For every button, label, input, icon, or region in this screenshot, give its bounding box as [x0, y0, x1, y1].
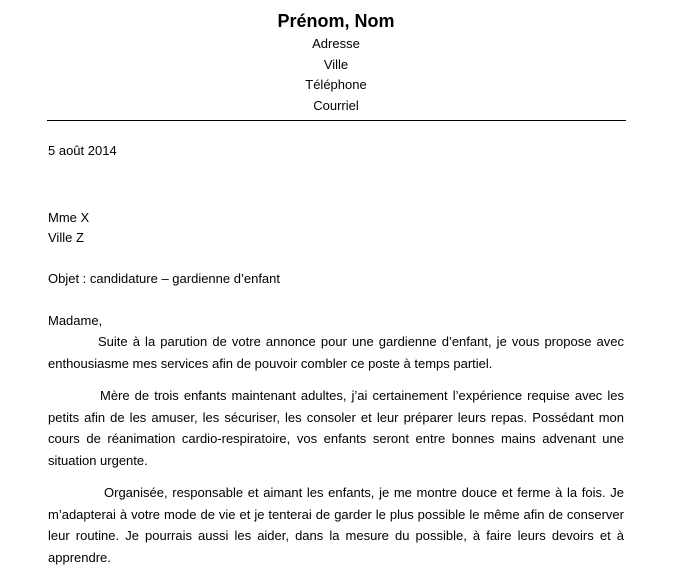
sender-name: Prénom, Nom: [277, 11, 395, 31]
recipient-name: Mme X: [48, 210, 90, 225]
letter-header: [0, 8, 672, 116]
body-paragraph-3: Organisée, responsable et aimant les enfants, je me montre douce et ferme à la fois. Je m’adapterai à votre mode de vie et je tenterai de garder le plus possible le même afin de conserver leur routine. Je pourrais aussi les aider, dans la mesure du possible, à faire leurs devoirs et à apprendre.: [48, 485, 624, 565]
letter-salutation: Madame,: [48, 313, 103, 328]
body-paragraph-1: Suite à la parution de votre annonce pour une gardienne d’enfant, je vous propose avec enthousiasme mes services afin de pouvoir combler ce poste à temps partiel.: [48, 334, 624, 371]
sender-email: Courriel: [313, 97, 359, 113]
letter-subject: Objet : candidature – gardienne d’enfant: [48, 271, 281, 286]
sender-city: Ville: [323, 56, 349, 72]
recipient-city: Ville Z: [48, 230, 84, 245]
sender-address: Adresse: [312, 36, 360, 51]
body-paragraph-2: Mère de trois enfants maintenant adultes, j’ai certainement l’expérience requise avec les petits afin de les amuser, les sécuriser, les consoler et leur préparer leurs repas. Possédant mon cours de réanimation cardio-respiratoire, vos enfants seront entre bonnes mains advenant une situation urgente.: [48, 388, 624, 468]
header-divider: [47, 120, 626, 121]
sender-phone: Téléphone: [305, 77, 367, 92]
letter-date: 5 août 2014: [48, 143, 117, 158]
